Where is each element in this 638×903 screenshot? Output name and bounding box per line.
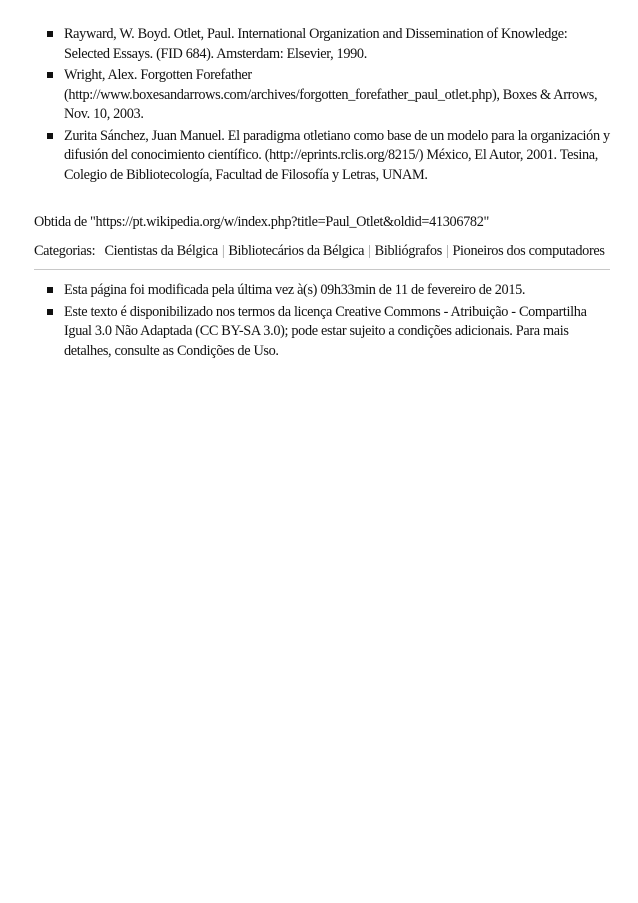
category-link[interactable]: Bibliógrafos xyxy=(374,242,442,259)
square-bullet-icon xyxy=(47,72,53,78)
category-link[interactable]: Bibliotecários da Bélgica xyxy=(228,242,365,259)
retrieved-from-notice[interactable]: Obtida de "https://pt.wikipedia.org/w/index.php?title=Paul_Otlet&oldid=41306782" xyxy=(34,214,490,230)
categories-bar xyxy=(34,242,610,271)
reference-text[interactable]: Zurita Sánchez, Juan Manuel. El paradigma otletiano como base de un modelo para la organización y difusión del conocimiento científico. (http://eprints.rclis.org/8215/) México, El Autor, 2001. Tesina, Colegio de Bibliotecología, Facultad de Filosofía y Letras, UNAM. xyxy=(64,127,610,183)
footer-item-license xyxy=(64,303,610,362)
category-separator: | xyxy=(221,242,225,259)
footer-item-last-modified xyxy=(64,281,610,301)
reference-text[interactable]: Wright, Alex. Forgotten Forefather (http://www.boxesandarrows.com/archives/forgotten_forefather_paul_otlet.php), Boxes & Arrows, Nov. 10, 2003. xyxy=(64,67,598,122)
category-link[interactable]: Cientistas da Bélgica xyxy=(104,242,218,259)
reference-item xyxy=(64,127,610,186)
category-separator: | xyxy=(445,242,449,259)
page-content xyxy=(34,25,610,363)
square-bullet-icon xyxy=(47,309,53,315)
square-bullet-icon xyxy=(47,31,53,37)
last-modified-text: Esta página foi modificada pela última vez à(s) 09h33min de 11 de fevereiro de 2015. xyxy=(64,282,526,298)
reference-text: Rayward, W. Boyd. Otlet, Paul. International Organization and Dissemination of Knowledge: Selected Essays. (FID 684). Amsterdam: Elsevier, 1990. xyxy=(64,26,568,62)
square-bullet-icon xyxy=(47,287,53,293)
license-text[interactable]: Este texto é disponibilizado nos termos da licença Creative Commons - Atribuição - Compartilha Igual 3.0 Não Adaptada (CC BY-SA 3.0); pode estar sujeito a condições adicionais. Para mais detalhes, consulte as Condições de Uso. xyxy=(64,303,587,359)
reference-item xyxy=(64,66,610,125)
reference-item xyxy=(64,25,610,64)
footer-info-list xyxy=(34,281,610,361)
category-separator: | xyxy=(368,242,371,259)
square-bullet-icon xyxy=(47,133,53,139)
references-list xyxy=(34,25,610,185)
categories-label: Categorias: xyxy=(34,242,96,259)
category-link[interactable]: Pioneiros dos computadores xyxy=(452,242,605,259)
